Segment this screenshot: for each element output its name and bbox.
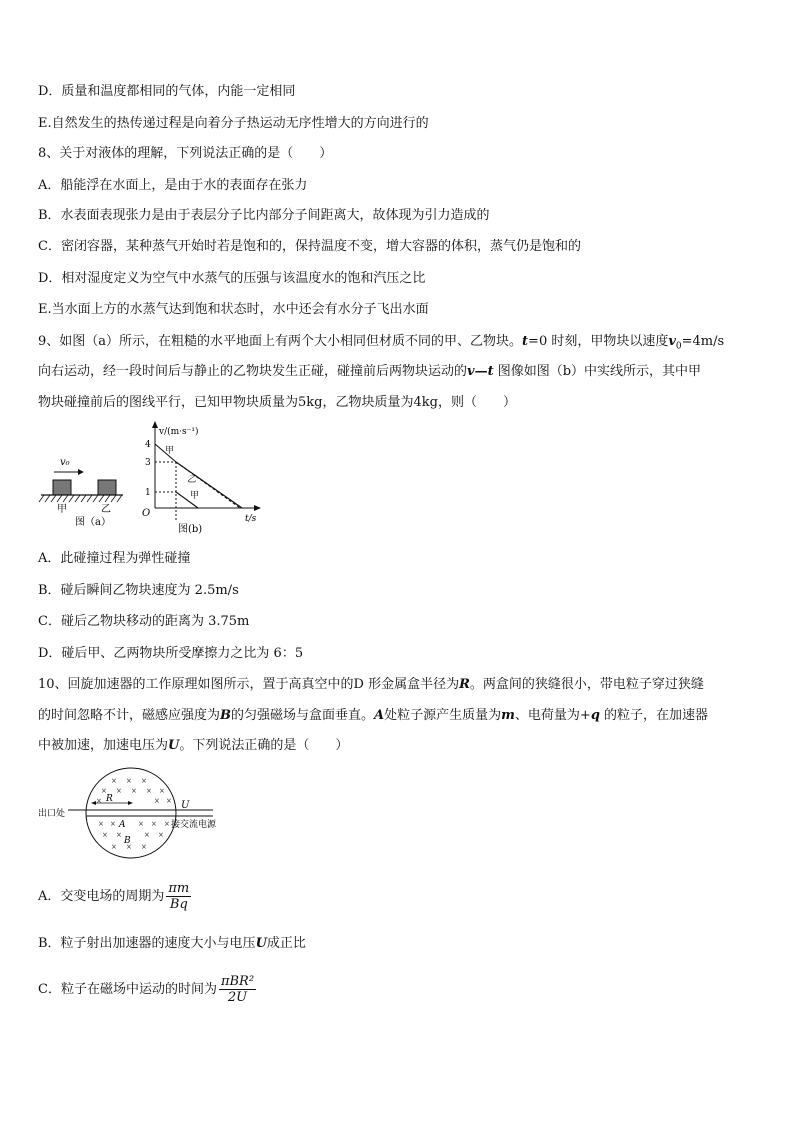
svg-text:×: ×	[144, 831, 150, 839]
q8-stem: 8、关于对液体的理解，下列说法正确的是（ ）	[38, 146, 333, 161]
tick-1: 1	[145, 488, 151, 498]
svg-text:×: ×	[111, 843, 117, 851]
tick-4: 4	[145, 440, 151, 450]
v0-label: v₀	[60, 457, 70, 468]
q8-option-a: A．船能浮在水面上，是由于水的表面存在张力	[38, 178, 308, 193]
q10-cyclotron-figure	[38, 763, 278, 863]
svg-text:×: ×	[166, 797, 172, 805]
x-arrowhead	[254, 505, 261, 511]
label-yi: 乙	[101, 504, 111, 515]
q9-option-a: A．此碰撞过程为弹性碰撞	[38, 551, 191, 566]
q10-stem-line2: 的时间忽略不计，磁感应强度为B的匀强磁场与盒面垂直。A处粒子源产生质量为m、电荷量为+q 的粒子，在加速器	[38, 708, 709, 723]
ac-source-label: 接交流电源	[171, 820, 217, 830]
q10-option-a: A．交变电场的周期为 $\frac{\pi m}{Bq}$	[38, 881, 190, 912]
caption-b: 图(b)	[178, 524, 203, 535]
q9-stem-line1: 9、如图（a）所示，在粗糙的水平地面上有两个大小相同但材质不同的甲、乙物块。t=0 时刻，甲物块以速度$v_0=4m/s$	[38, 334, 725, 352]
svg-text:×: ×	[116, 787, 122, 795]
q8-option-e: E.当水面上方的水蒸气达到饱和状态时，水中还会有水分子飞出水面	[38, 302, 429, 317]
origin-label: O	[142, 508, 151, 519]
svg-text:×: ×	[98, 820, 104, 828]
q9-option-c: C．碰后乙物块移动的距离为 3.75m	[38, 614, 250, 629]
yi-after-line	[176, 462, 242, 508]
source-a-label: A	[119, 820, 126, 830]
q9-stem-line3: 物块碰撞前后的图线平行，已知甲物块质量为5kg，乙物块质量为4kg，则（ ）	[38, 395, 516, 410]
q9-stem-line2: 向右运动，经一段时间后与静止的乙物块发生正碰，碰撞前后两物块运动的v—t 图像如图（b）中实线所示，其中甲	[38, 364, 702, 379]
time-fraction: $\frac{\text{πBR²}}{2U}$	[220, 974, 255, 1005]
svg-text:×: ×	[158, 831, 164, 839]
q10-stem-line1: 10、回旋加速器的工作原理如图所示，置于高真空中的D 形金属盒半径为R。两盒间的狭缝很小，带电粒子穿过狭缝	[38, 677, 704, 692]
svg-text:×: ×	[141, 777, 147, 785]
q10-option-c: C．粒子在磁场中运动的时间为 $\frac{\text{πBR²}}{2U}$	[38, 974, 255, 1005]
tick-3: 3	[145, 458, 151, 468]
svg-text:×: ×	[146, 787, 152, 795]
svg-text:×: ×	[126, 843, 132, 851]
v0-arrowhead	[78, 469, 84, 475]
caption-a: 图（a）	[75, 517, 111, 528]
svg-text:×: ×	[102, 831, 108, 839]
block-yi	[98, 480, 116, 495]
label-yi-curve: 乙	[187, 475, 197, 485]
voltage-u-label: U	[181, 800, 190, 811]
svg-text:×: ×	[111, 777, 117, 785]
ground-hatch	[39, 495, 122, 502]
q9-figure-a	[38, 450, 128, 535]
svg-text:×: ×	[110, 820, 116, 828]
svg-text:×: ×	[141, 843, 147, 851]
radius-arrowhead-left	[91, 801, 96, 805]
q10-option-b: B．粒子射出加速器的速度大小与电压U成正比	[38, 936, 306, 951]
q8-option-b: B．水表面表现张力是由于表层分子比内部分子间距离大，故体现为引力造成的	[38, 208, 490, 223]
svg-text:×: ×	[164, 820, 170, 828]
field-b-label: B	[124, 836, 131, 846]
y-arrowhead	[152, 421, 158, 428]
svg-text:×: ×	[154, 797, 160, 805]
q8-option-c: C．密闭容器，某种蒸气开始时若是饱和的，保持温度不变，增大容器的体积，蒸气仍是饱和的	[38, 239, 581, 254]
label-jia-low: 甲	[190, 491, 200, 501]
svg-text:×: ×	[151, 820, 157, 828]
q9-figure-b	[138, 420, 268, 538]
svg-text:×: ×	[96, 797, 102, 805]
block-jia	[53, 480, 71, 495]
exit-label: 出口处	[38, 809, 66, 819]
q7-option-d: D．质量和温度都相同的气体，内能一定相同	[38, 84, 296, 99]
q7-option-e: E.自然发生的热传递过程是向着分子热运动无序性增大的方向进行的	[38, 116, 429, 131]
svg-text:×: ×	[138, 820, 144, 828]
svg-text:×: ×	[159, 787, 165, 795]
q10-stem-line3: 中被加速，加速电压为U。下列说法正确的是（ ）	[38, 738, 349, 753]
svg-text:×: ×	[116, 831, 122, 839]
q9-option-d: D．碰后甲、乙两物块所受摩擦力之比为 6：5	[38, 646, 304, 661]
q8-option-d: D．相对湿度定义为空气中水蒸气的压强与该温度水的饱和汽压之比	[38, 271, 426, 286]
magnetic-field-crosses	[96, 777, 172, 851]
label-jia-top: 甲	[165, 446, 175, 456]
period-fraction: $\frac{\pi m}{Bq}$	[168, 881, 190, 912]
radius-label: R	[106, 794, 113, 804]
x-axis-label: t/s	[245, 514, 257, 524]
radius-arrowhead-right	[128, 801, 133, 805]
y-axis-label: v/(m·s⁻¹)	[159, 427, 199, 437]
svg-text:×: ×	[126, 777, 132, 785]
q9-option-b: B．碰后瞬间乙物块速度为 2.5m/s	[38, 583, 239, 598]
svg-text:×: ×	[131, 787, 137, 795]
label-jia: 甲	[57, 504, 67, 515]
svg-text:×: ×	[101, 787, 107, 795]
